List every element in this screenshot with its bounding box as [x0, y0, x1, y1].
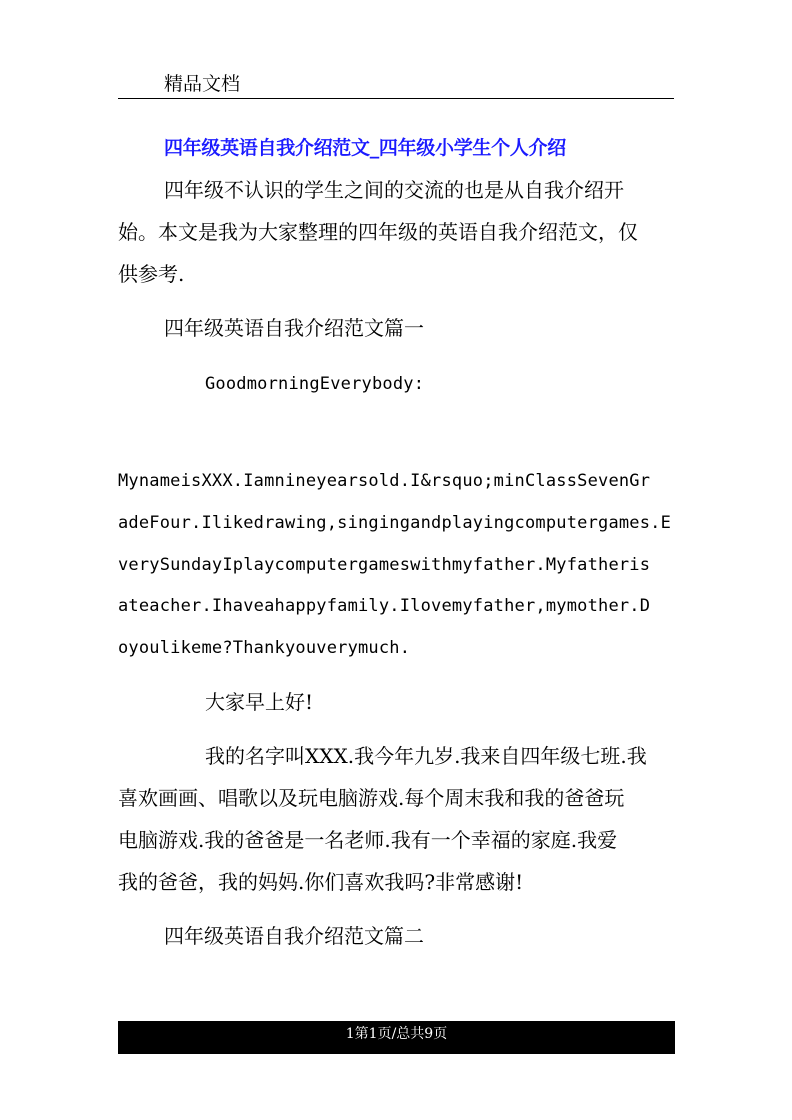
intro-line: 供参考.	[118, 262, 185, 286]
chinese-paragraph-line: 我的名字叫XXX.我今年九岁.我来自四年级七班.我	[205, 744, 647, 768]
intro-line: 四年级不认识的学生之间的交流的也是从自我介绍开	[164, 178, 624, 202]
section-heading: 四年级英语自我介绍范文篇二	[164, 924, 424, 948]
english-paragraph-line: MynameisXXX.Iamnineyearsold.I&rsquo;minClassSevenGr	[118, 471, 651, 491]
english-paragraph-line: verySundayIplaycomputergameswithmyfather.Myfatheris	[118, 555, 651, 575]
chinese-paragraph-line: 电脑游戏.我的爸爸是一名老师.我有一个幸福的家庭.我爱	[118, 828, 618, 852]
page-footer	[118, 1021, 675, 1054]
header-divider	[118, 98, 674, 99]
english-greeting: GoodmorningEverybody:	[205, 374, 425, 394]
english-paragraph-line: ateacher.Ihaveahappyfamily.Ilovemyfather,mymother.D	[118, 596, 651, 616]
english-paragraph-line: oyoulikeme?Thankyouverymuch.	[118, 638, 411, 658]
chinese-paragraph-line: 喜欢画画、唱歌以及玩电脑游戏.每个周末我和我的爸爸玩	[118, 786, 625, 810]
page-number-indicator: 1第1页/总共9页	[345, 1026, 448, 1042]
document-title: 四年级英语自我介绍范文_四年级小学生个人介绍	[164, 137, 566, 159]
document-header-label: 精品文档	[164, 73, 241, 95]
english-paragraph-line: adeFour.Ilikedrawing,singingandplayingcomputergames.E	[118, 513, 672, 533]
section-heading: 四年级英语自我介绍范文篇一	[164, 316, 424, 340]
chinese-paragraph-line: 我的爸爸，我的妈妈.你们喜欢我吗?非常感谢!	[118, 870, 524, 894]
chinese-greeting: 大家早上好!	[205, 690, 314, 714]
intro-line: 始。本文是我为大家整理的四年级的英语自我介绍范文，仅	[118, 220, 638, 244]
